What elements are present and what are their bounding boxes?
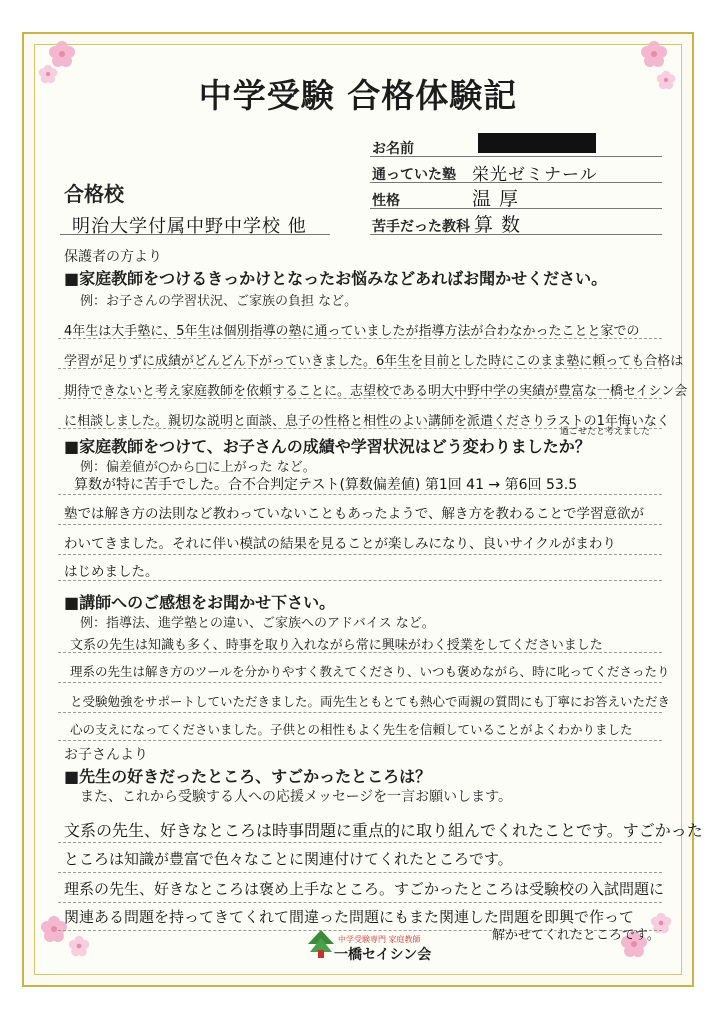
ruled-line [58,872,662,873]
q3-answer-line: 心の支えになってくださいました。子供との相性もよく先生を信頼していることがよくわかりました [70,722,633,737]
company-logo [290,930,440,980]
divider [370,234,662,235]
q1-heading: ■家庭教師をつけるきっかけとなったお悩みなどあればお聞かせください。 [64,269,608,288]
q2-answer-line: 算数が特に苦手でした。合不合判定テスト(算数偏差値) 第1回 41 → 第6回 53.5 [74,477,578,493]
q4-answer-line: 解かせてくれたところです。 [492,928,660,943]
q4-answer-line: 文系の先生、好きなところは時事問題に重点的に取り組んでくれたことです。すごかった [64,821,703,840]
ruled-line [58,682,662,683]
logo-name: 一橋セイシン会 [334,947,432,963]
q4-answer-line: 関連ある問題を持ってきてくれて間違った問題にもまた関連した問題を即興で作って [64,908,635,926]
flower-icon [640,40,668,68]
ruled-line [58,494,662,495]
redacted-name [478,133,596,153]
q1-note: 過ごせたと考えました [560,427,651,437]
juku-label: 通っていた塾 [372,167,456,183]
q4-answer-line: 理系の先生、好きなところは褒め上手なところ。すごかったところは受験校の入試問題に [64,880,665,898]
q1-answer-line: 4年生は大手塾に、5年生は個別指導の塾に通っていましたが指導方法が合わなかったことと家での [64,324,640,339]
q3-answer-line: と受験勉強をサポートしていただきました。両先生ともとても熱心で両親の質問にも丁寧にお答えいただき [70,694,671,709]
ruled-line [58,580,662,581]
q4-sub: また、これから受験する人への応援メッセージを一言お願いします。 [80,789,513,805]
school-value: 明治大学付属中野中学校 他 [72,216,307,237]
flower-icon [68,935,90,957]
q2-answer-line: 塾では解き方の法則など教わっていないこともあったようで、解き方を教わることで学習意欲が [64,506,644,522]
q3-heading: ■講師へのご感想をお聞かせ下さい。 [64,593,336,612]
q2-answer-line: はじめました。 [64,564,159,580]
divider [370,208,662,209]
weak-subject-label: 苦手だった教科 [372,219,470,235]
q3-answer-line: 理系の先生は解き方のツールを分かりやすく教えてくださり、いつも褒めながら、時に叱ってくださったり [70,664,670,679]
divider [370,156,662,157]
personality-label: 性格 [372,193,400,209]
personality-value: 温厚 [472,188,527,210]
name-label: お名前 [372,141,414,157]
weak-subject-value: 算数 [474,214,529,236]
ruled-line [58,712,662,713]
q3-answer-line: 文系の先生は知識も多く、時事を取り入れながら常に興味がわく授業をしてくださいました [70,638,603,653]
ruled-line [58,902,662,903]
school-label: 合格校 [64,182,124,206]
child-label: お子さんより [64,747,148,763]
q3-example: 例：指導法、進学塾との違い、ご家族へのアドバイス など。 [80,616,435,631]
ruled-line [58,524,662,525]
q1-answer-line: 期待できないと考え家庭教師を依頼することに。志望校である明大中野中学の実績が豊富な一橋セイシン会 [64,384,688,399]
q2-heading: ■家庭教師をつけて、お子さんの成績や学習状況はどう変わりましたか？ [64,437,591,456]
page-title: 中学受験 合格体験記 [198,76,518,115]
logo-tagline: 中学受験専門 家庭教師 [338,935,421,944]
ruled-line [58,554,662,555]
q1-answer-line: 学習が足りずに成績がどんどん下がっていきました。6年生を目前とした時にこのまま塾に頼っても合格は [64,354,684,369]
q2-answer-line: わいてきました。それに伴い模試の結果を見ることが楽しみになり、良いサイクルがまわり [64,536,616,552]
q4-heading: ■先生の好きだったところ、すごかったところは？ [64,767,432,786]
divider [60,234,330,235]
q1-example: 例：お子さんの学習状況、ご家族の負担 など。 [80,294,358,309]
logo-mark-icon [308,930,334,960]
q4-answer-line: ところは知識が豊富で色々なことに関連付けてくれたところです。 [64,850,513,868]
parent-label: 保護者の方より [64,249,162,265]
q2-example: 例：偏差値が○から□に上がった など。 [80,460,316,475]
q1-answer-line: に相談しました。親切な説明と面談、息子の性格と相性のよい講師を派遣くださりラストの1年悔いなく [64,414,670,429]
juku-value: 栄光ゼミナール [472,165,598,185]
ruled-line [58,842,662,843]
divider [370,182,662,183]
ruled-line [58,740,662,741]
